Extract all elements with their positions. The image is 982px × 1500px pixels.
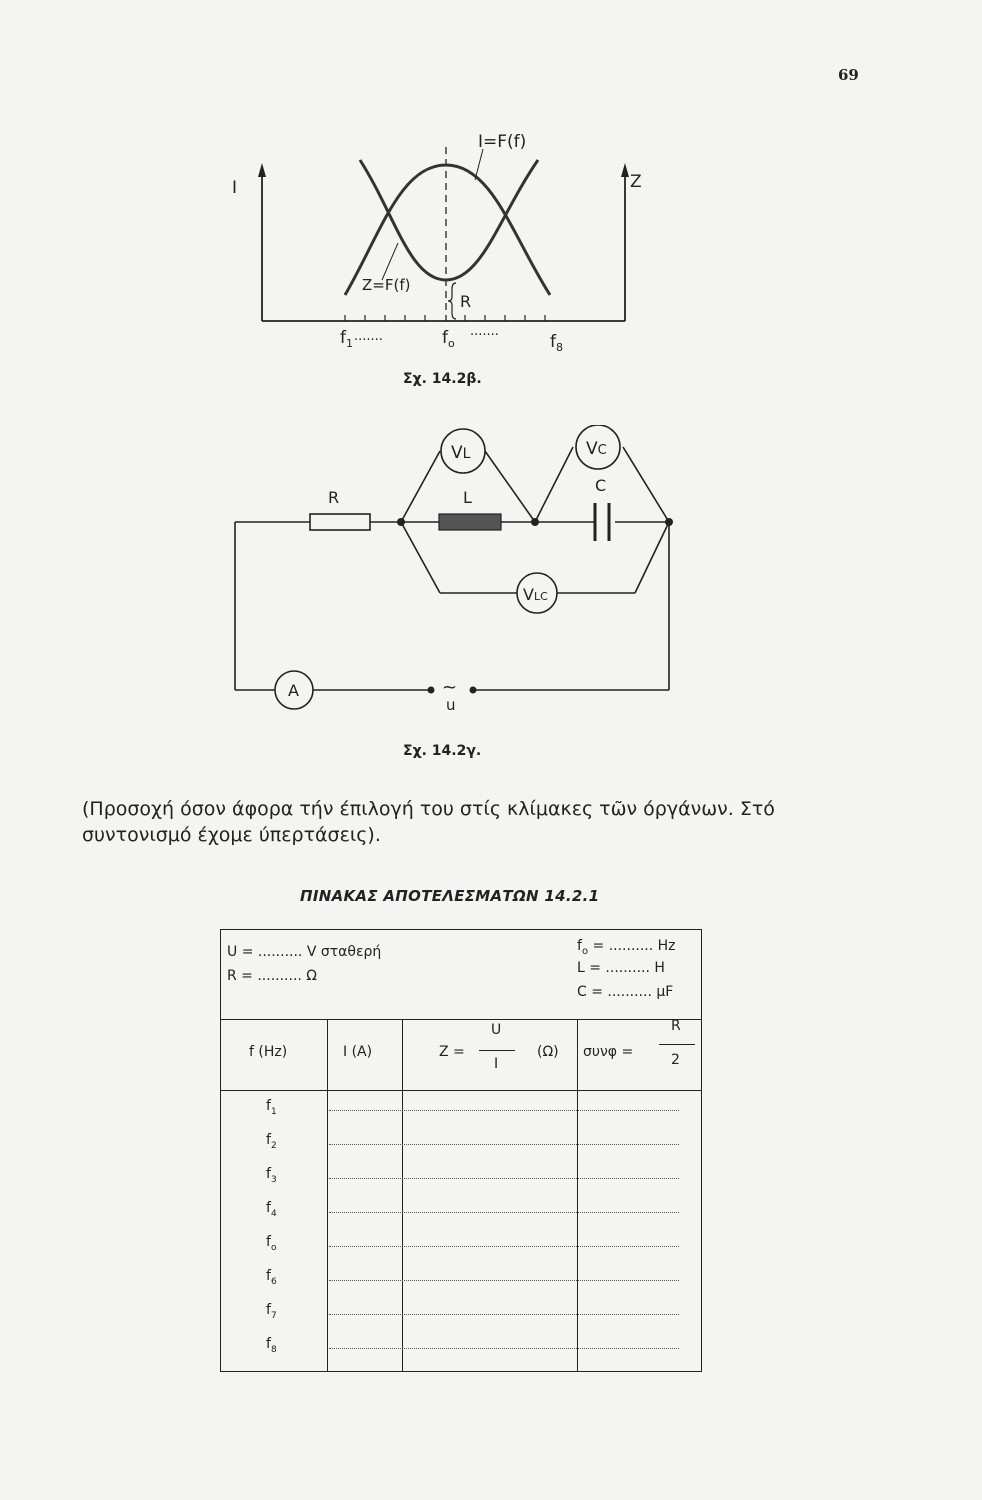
entry-line-5 (329, 1246, 679, 1247)
table-title: ΠΙΝΑΚΑΣ ΑΠΟΤΕΛΕΣΜΑΤΩΝ 14.2.1 (300, 887, 600, 905)
source-terminal-left (428, 687, 435, 694)
col-divider-2 (402, 1019, 403, 1371)
vlc-meter-label: VLC (523, 585, 548, 604)
i-axis-label: I (232, 178, 238, 198)
row-label-7: $f_7$ (266, 1302, 277, 1321)
inductor (439, 514, 501, 530)
i-curve-label: I=F(f) (478, 132, 527, 152)
col-header-z-unit: (Ω) (537, 1044, 559, 1060)
vc-meter-label: VC (586, 439, 607, 459)
resistor (310, 514, 370, 530)
l-component-label: L (463, 488, 472, 507)
figure-caption-b: Σχ. 14.2β. (403, 371, 482, 387)
col-divider-1 (327, 1019, 328, 1371)
col-header-f: f (Hz) (249, 1044, 288, 1060)
row-label-5: $f_o$ (266, 1234, 277, 1253)
source-symbol: ~ (442, 677, 458, 698)
col-header-z-den: I (494, 1056, 499, 1072)
i-axis-arrow (258, 163, 266, 177)
row-label-1: $f_1$ (266, 1098, 277, 1117)
u-line: U = .......... V σταθερή (227, 944, 382, 960)
col-header-z-prefix: Z = (439, 1044, 465, 1060)
rlc-circuit-figure (225, 425, 685, 770)
i-label-leader (475, 149, 483, 180)
col-header-i: I (A) (343, 1044, 373, 1060)
vl-meter-label: VL (451, 443, 471, 463)
dots-left: ....... (354, 329, 383, 344)
header-divider (221, 1019, 701, 1020)
r-brace (448, 283, 456, 319)
z-axis-label: Z (630, 172, 642, 192)
figure-caption-c: Σχ. 14.2γ. (403, 743, 482, 759)
col-header-cos-den: 2 (671, 1052, 680, 1068)
entry-line-8 (329, 1348, 679, 1349)
page-number: 69 (838, 66, 859, 84)
f1-label: $f_1$ (340, 328, 353, 350)
entry-line-3 (329, 1178, 679, 1179)
source-terminal-right (470, 687, 477, 694)
row-label-8: $f_8$ (266, 1336, 277, 1355)
entry-line-4 (329, 1212, 679, 1213)
entry-line-6 (329, 1280, 679, 1281)
f0-label: $f_o$ (442, 328, 455, 350)
entry-line-2 (329, 1144, 679, 1145)
r-line: R = .......... Ω (227, 968, 318, 984)
node-2 (531, 518, 539, 526)
entry-line-7 (329, 1314, 679, 1315)
col-header-z-num: U (491, 1022, 502, 1038)
r-label: R (460, 292, 472, 311)
c-line: C = .......... μF (577, 984, 674, 1000)
z-axis-arrow (621, 163, 629, 177)
col-header-cos-prefix: συνφ = (583, 1044, 634, 1060)
row-label-2: $f_2$ (266, 1132, 277, 1151)
cos-fraction-bar (659, 1044, 695, 1045)
row-label-6: $f_6$ (266, 1268, 277, 1287)
l-line: L = .......... H (577, 960, 665, 976)
impedance-curve (360, 160, 538, 280)
resonance-curves-figure (220, 125, 660, 400)
f8-label: $f_8$ (550, 332, 563, 354)
c-component-label: C (595, 476, 607, 495)
z-fraction-bar (479, 1050, 515, 1051)
r-component-label: R (328, 488, 340, 507)
row-label-3: $f_3$ (266, 1166, 277, 1185)
z-label-leader (382, 243, 398, 280)
node-1 (397, 518, 405, 526)
entry-line-1 (329, 1110, 679, 1111)
f0-line: $f_o$ = .......... Hz (577, 938, 676, 957)
note-paragraph: (Προσοχή όσον άφορα τήν έπιλογή του στίς κλίμακες τῶν όργάνων. Στό συντονισμό έχομε ύπερτάσεις). (82, 798, 775, 846)
results-table (220, 929, 702, 1372)
node-3 (665, 518, 673, 526)
dots-right: ....... (470, 324, 499, 339)
z-curve-label: Z=F(f) (362, 276, 411, 294)
row-label-4: $f_4$ (266, 1200, 277, 1219)
ammeter-label: A (288, 681, 299, 700)
col-divider-3 (577, 1019, 578, 1371)
col-header-cos-num: R (671, 1018, 681, 1034)
column-header-divider (221, 1090, 701, 1091)
source-label: u (446, 696, 456, 714)
